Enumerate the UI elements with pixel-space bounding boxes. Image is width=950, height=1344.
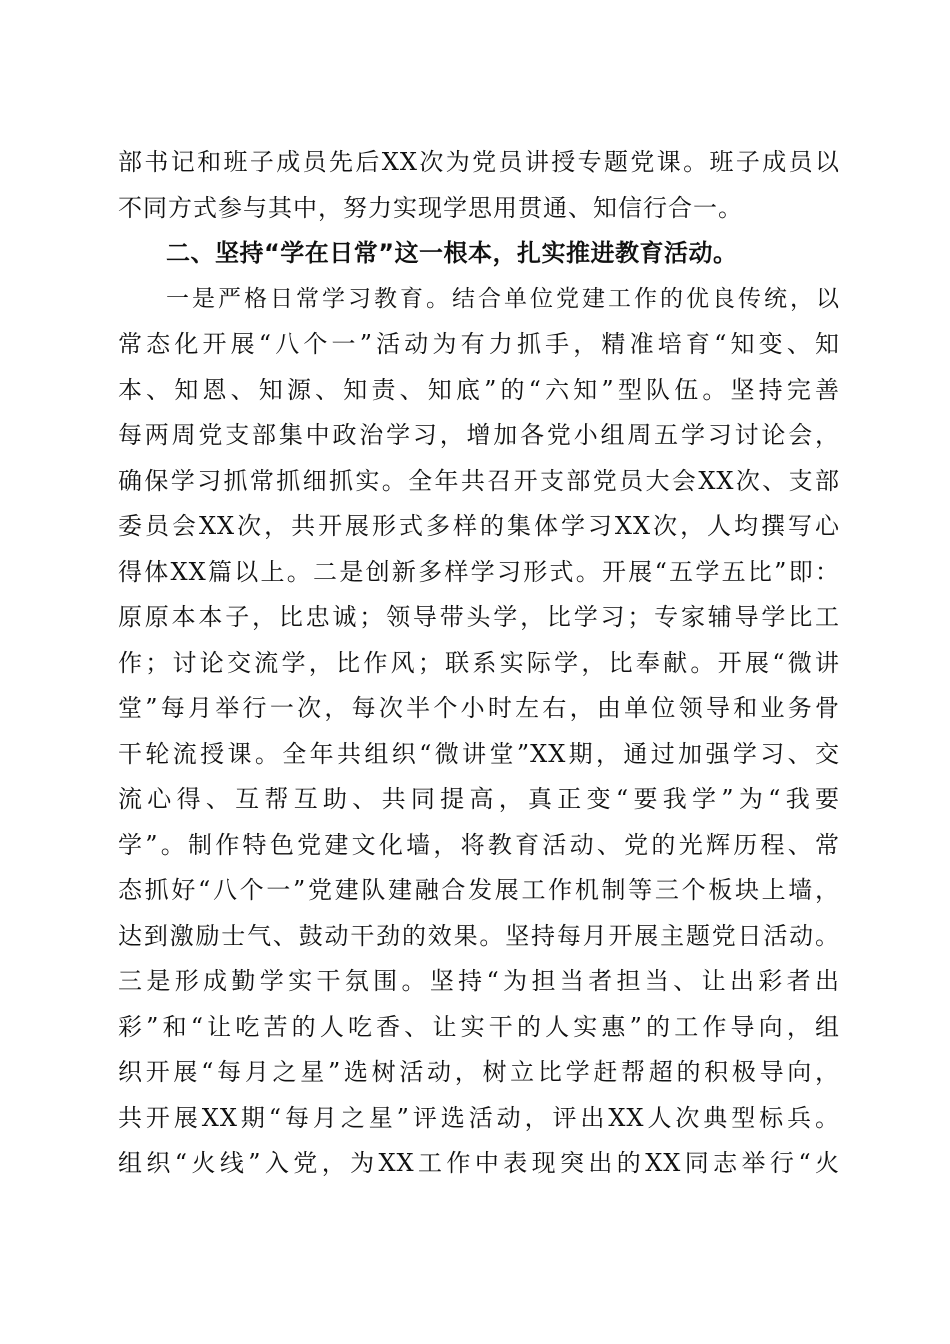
paragraph-first-line-text: 结合单位党建工作的优良传统，以 — [452, 285, 840, 312]
paragraph-line: 彩”和“让吃苦的人吃香、让实干的人实惠”的工作导向，组 — [118, 1012, 840, 1041]
paragraph-line: 三是形成勤学实干氛围。坚持“为担当者担当、让出彩者出 — [118, 967, 840, 995]
document-page — [118, 140, 840, 1187]
paragraph-line: 织开展“每月之星”选树活动，树立比学赶帮超的积极导向， — [118, 1058, 840, 1086]
paragraph-line: 流心得、互帮互助、共同提高，真正变“要我学”为“我要 — [118, 785, 840, 813]
paragraph-line: 常态化开展“八个一”活动为有力抓手，精准培育“知变、知 — [118, 330, 840, 358]
paragraph-lead-phrase: 一是严格日常学习教育。 — [166, 285, 452, 312]
paragraph-line: 组织“火线”入党，为XX工作中表现突出的XX同志举行“火 — [118, 1149, 840, 1177]
paragraph-line: 委员会XX次，共开展形式多样的集体学习XX次，人均撰写心 — [118, 512, 840, 540]
paragraph-line: 达到激励士气、鼓动干劲的效果。坚持每月开展主题党日活动。 — [118, 921, 840, 950]
intro-line-2: 不同方式参与其中，努力实现学思用贯通、知信行合一。 — [118, 193, 743, 222]
section-heading: 二、坚持“学在日常”这一根本，扎实推进教育活动。 — [166, 239, 738, 267]
paragraph-line: 确保学习抓常抓细抓实。全年共召开支部党员大会XX次、支部 — [118, 466, 840, 495]
paragraph-line: 干轮流授课。全年共组织“微讲堂”XX期，通过加强学习、交 — [118, 739, 840, 768]
paragraph-first-line — [118, 277, 840, 323]
intro-line-1: 部书记和班子成员先后XX次为党员讲授专题党课。班子成员以 — [118, 148, 840, 176]
paragraph-line: 作；讨论交流学，比作风；联系实际学，比奉献。开展“微讲 — [118, 648, 840, 677]
paragraph-line: 态抓好“八个一”党建队建融合发展工作机制等三个板块上墙， — [118, 876, 840, 904]
paragraph-line: 学”。制作特色党建文化墙，将教育活动、党的光辉历程、常 — [118, 830, 840, 859]
paragraph-line: 本、知恩、知源、知责、知底”的“六知”型队伍。坚持完善 — [118, 375, 840, 404]
paragraph-line: 得体XX篇以上。二是创新多样学习形式。开展“五学五比”即： — [118, 557, 840, 586]
paragraph-line: 堂”每月举行一次，每次半个小时左右，由单位领导和业务骨 — [118, 694, 840, 722]
paragraph-line: 共开展XX期“每月之星”评选活动，评出XX人次典型标兵。 — [118, 1103, 840, 1132]
paragraph-line: 每两周党支部集中政治学习，增加各党小组周五学习讨论会， — [118, 421, 840, 449]
paragraph-line: 原原本本子，比忠诚；领导带头学，比学习；专家辅导学比工 — [118, 603, 840, 631]
